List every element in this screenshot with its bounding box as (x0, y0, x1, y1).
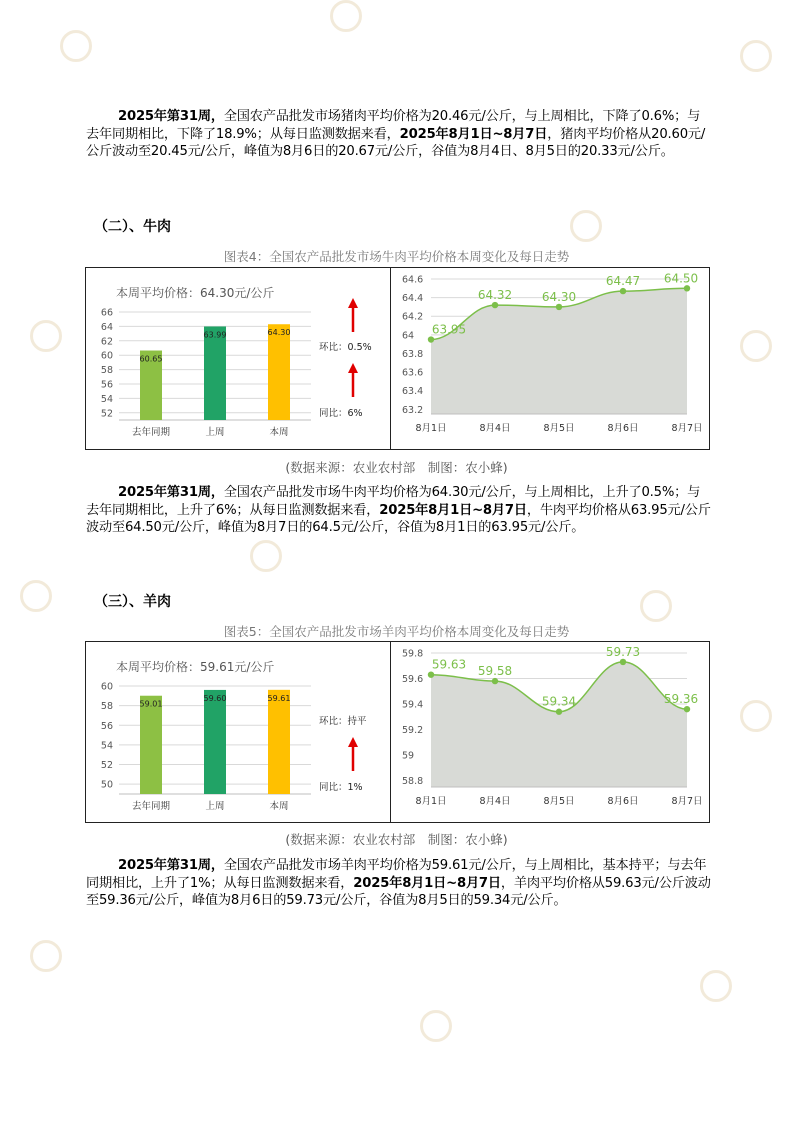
paragraph-text: 全国农产品批发市场猪肉平均价格为20.46元/公斤，与上周相比，下降了0.6%；与去年同期相比，下降了18.9%；从每日监测数据来看， (86, 109, 701, 142)
x-tick-label: 上周 (205, 801, 225, 812)
watermark-logo (30, 320, 66, 352)
y-tick-label: 56 (100, 379, 113, 391)
watermark-logo (640, 590, 676, 622)
trend-up-arrow-icon (348, 737, 358, 747)
beef-weekly-bar-chart (85, 267, 392, 450)
x-tick-label: 8月5日 (543, 796, 575, 807)
bar-value-label: 64.30 (267, 328, 291, 338)
beef-bar-chart-svg (86, 268, 391, 449)
mutton-daily-area-chart (390, 641, 710, 823)
data-label: 64.47 (605, 274, 641, 289)
y-tick-label: 60 (100, 681, 113, 693)
y-tick-label: 59.2 (402, 725, 424, 737)
watermark-logo (740, 330, 776, 362)
y-tick-label: 52 (100, 408, 113, 420)
y-tick-label: 63.6 (402, 367, 424, 379)
y-tick-label: 54 (100, 740, 113, 752)
y-tick-label: 56 (100, 720, 113, 732)
mutton-area-chart-svg (391, 642, 709, 822)
mom-change-label: 环比：0.5% (319, 342, 372, 353)
week-label: 2025年第31周， (118, 109, 224, 124)
paragraph-text: ，牛肉平均价格从63.95元/公斤波动至64.50元/公斤，峰值为8月7日的64.5元/公斤，谷值为8月1日的63.95元/公斤。 (86, 502, 711, 535)
data-label: 64.50 (663, 271, 699, 286)
x-tick-label: 上周 (205, 427, 225, 438)
y-tick-label: 64.2 (402, 311, 424, 323)
x-tick-label: 8月1日 (415, 796, 447, 807)
y-tick-label: 63.8 (402, 348, 424, 360)
watermark-logo (700, 970, 736, 1002)
bar-value-label: 60.65 (139, 354, 163, 364)
date-range: 2025年8月1日~8月7日 (399, 126, 548, 142)
beef-daily-area-chart (390, 267, 710, 450)
watermark-logo (420, 1010, 456, 1042)
watermark-logo (20, 580, 56, 612)
week-label: 2025年第31周， (118, 485, 224, 500)
watermark-logo (740, 700, 776, 732)
chart-title: 本周平均价格：64.30元/公斤 (116, 286, 275, 300)
watermark-logo (250, 540, 286, 572)
y-tick-label: 58.8 (402, 776, 424, 788)
bar-value-label: 59.60 (203, 693, 227, 703)
beef-summary-paragraph (86, 484, 711, 537)
bar (204, 326, 226, 420)
mutton-bar-chart-svg (86, 642, 391, 822)
x-tick-label: 本周 (269, 427, 289, 438)
data-label: 59.34 (541, 694, 577, 709)
data-label: 64.32 (477, 288, 513, 303)
data-label: 63.95 (431, 322, 467, 337)
data-point (556, 709, 562, 715)
y-tick-label: 63.2 (402, 404, 424, 416)
bar-value-label: 59.61 (267, 693, 291, 703)
x-tick-label: 本周 (269, 801, 289, 812)
y-tick-label: 58 (100, 365, 113, 377)
area-fill (431, 662, 687, 787)
watermark-logo (740, 40, 776, 72)
watermark-logo (60, 30, 96, 62)
y-tick-label: 59 (402, 750, 415, 762)
watermark-logo (30, 940, 66, 972)
trend-up-arrow-icon (348, 298, 358, 308)
y-tick-label: 60 (100, 350, 113, 362)
bar (268, 324, 290, 420)
y-tick-label: 58 (100, 701, 113, 713)
mom-change-label: 环比：持平 (319, 716, 367, 727)
mutton-summary-paragraph (86, 857, 711, 910)
x-tick-label: 8月4日 (479, 423, 511, 434)
beef-area-chart-svg (391, 268, 709, 449)
y-tick-label: 54 (100, 393, 113, 405)
y-tick-label: 66 (100, 307, 113, 319)
paragraph-text: 全国农产品批发市场羊肉平均价格为59.61元/公斤，与上周相比，基本持平；与去年同期相比，上升了1%；从每日监测数据来看， (86, 858, 707, 891)
bar-value-label: 63.99 (203, 330, 227, 340)
y-tick-label: 50 (100, 779, 113, 791)
trend-up-arrow-icon (348, 363, 358, 373)
x-tick-label: 8月5日 (543, 423, 575, 434)
data-point (492, 678, 498, 684)
date-range: 2025年8月1日~8月7日 (379, 502, 527, 518)
paragraph-text: 全国农产品批发市场牛肉平均价格为64.30元/公斤，与上周相比，上升了0.5%；与去年同期相比，上升了6%；从每日监测数据来看， (86, 485, 701, 518)
x-tick-label: 去年同期 (131, 801, 171, 812)
y-tick-label: 59.8 (402, 648, 424, 660)
date-range: 2025年8月1日~8月7日 (353, 875, 501, 891)
data-point (428, 671, 434, 677)
x-tick-label: 8月6日 (607, 796, 639, 807)
data-point (492, 302, 498, 308)
bar (204, 690, 226, 794)
data-point (556, 304, 562, 310)
bar (268, 690, 290, 794)
bar-value-label: 59.01 (139, 699, 163, 709)
y-tick-label: 62 (100, 336, 113, 348)
data-point (620, 659, 626, 665)
yoy-change-label: 同比：1% (319, 782, 363, 793)
watermark-logo (570, 210, 606, 242)
data-label: 59.73 (605, 644, 641, 659)
x-tick-label: 8月4日 (479, 796, 511, 807)
paragraph-text: ，猪肉平均价格从20.60元/公斤波动至20.45元/公斤，峰值为8月6日的20.67元/公斤，谷值为8月4日、8月5日的20.33元/公斤。 (86, 126, 706, 159)
y-tick-label: 64 (100, 321, 113, 333)
watermark-logo (330, 0, 366, 32)
mutton-weekly-bar-chart (85, 641, 392, 823)
figure-title-mutton: 图表5：全国农产品批发市场羊肉平均价格本周变化及每日走势 (223, 624, 570, 639)
data-label: 59.36 (663, 692, 699, 707)
data-point (428, 336, 434, 342)
data-label: 59.63 (431, 657, 467, 672)
figure-title-beef: 图表4：全国农产品批发市场牛肉平均价格本周变化及每日走势 (223, 249, 570, 264)
y-tick-label: 52 (100, 760, 113, 772)
data-point (684, 285, 690, 291)
y-tick-label: 64.6 (402, 274, 424, 286)
data-label: 64.30 (541, 289, 577, 304)
data-point (620, 288, 626, 294)
y-tick-label: 64.4 (402, 293, 424, 305)
data-label: 59.58 (477, 664, 513, 679)
y-tick-label: 59.4 (402, 699, 424, 711)
y-tick-label: 63.4 (402, 386, 424, 398)
y-tick-label: 59.6 (402, 674, 424, 686)
pork-summary-paragraph (86, 108, 711, 161)
paragraph-text: ，羊肉平均价格从59.63元/公斤波动至59.36元/公斤，峰值为8月6日的59.73元/公斤，谷值为8月5日的59.34元/公斤。 (86, 875, 711, 908)
week-label: 2025年第31周， (118, 858, 224, 873)
x-tick-label: 8月6日 (607, 423, 639, 434)
yoy-change-label: 同比：6% (319, 408, 363, 419)
data-source-beef: (数据来源：农业农村部 制图：农小蜂) (285, 460, 508, 475)
x-tick-label: 8月7日 (671, 796, 703, 807)
data-source-mutton: (数据来源：农业农村部 制图：农小蜂) (285, 832, 508, 847)
x-tick-label: 8月1日 (415, 423, 447, 434)
chart-title: 本周平均价格：59.61元/公斤 (116, 660, 275, 674)
data-point (684, 706, 690, 712)
bar (140, 696, 162, 794)
section-heading-mutton: （三）、羊肉 (94, 594, 171, 610)
y-tick-label: 64 (402, 330, 415, 342)
section-heading-beef: （二）、牛肉 (94, 219, 171, 235)
x-tick-label: 8月7日 (671, 423, 703, 434)
x-tick-label: 去年同期 (131, 427, 171, 438)
